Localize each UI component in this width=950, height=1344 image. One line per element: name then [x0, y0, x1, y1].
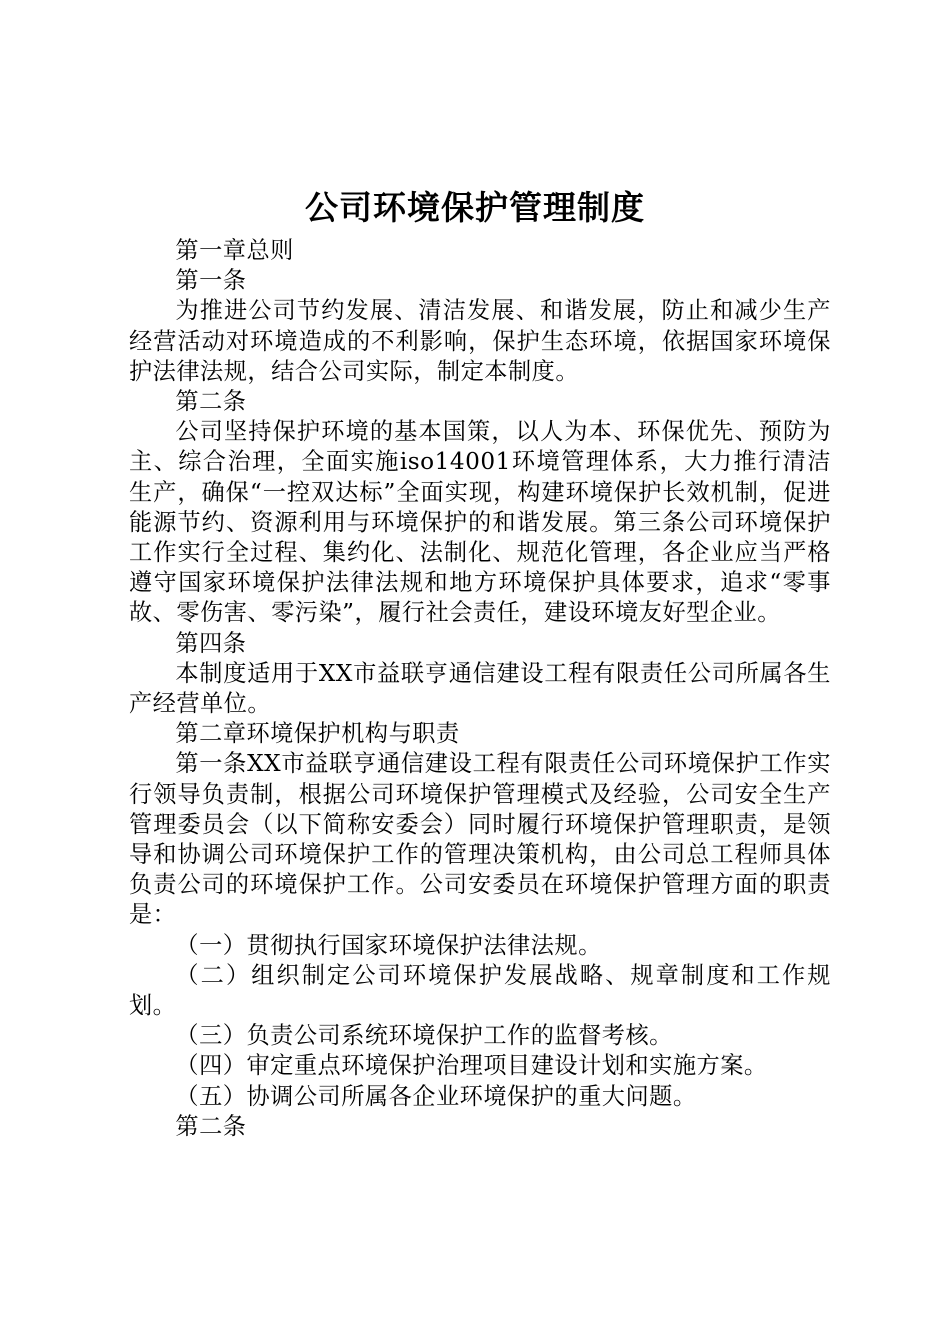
list-item: （五）协调公司所属各企业环境保护的重大问题。 — [175, 1082, 697, 1110]
paragraph: 为推进公司节约发展、清洁发展、和谐发展，防止和减少生产经营活动对环境造成的不利影响，保护生态环境，依据国家环境保护法律法规，结合公司实际，制定本制度。 — [129, 297, 831, 385]
article-heading: 第一条 — [175, 267, 247, 295]
chapter-heading: 第一章总则 — [175, 237, 294, 264]
article-heading: 第二条 — [175, 1112, 247, 1140]
article-heading: 第二条 — [175, 388, 247, 416]
list-item: （四）审定重点环境保护治理项目建设计划和实施方案。 — [175, 1052, 768, 1080]
paragraph: 第一条XX市益联亨通信建设工程有限责任公司环境保护工作实行领导负责制，根据公司环境保护管理模式及经验，公司安全生产管理委员会（以下简称安委会）同时履行环境保护管理职责，是领导和协调公司环境保护工作的管理决策机构，由公司总工程师具体负责公司的环境保护工作。公司安委员在环境保护管理方面的职责是： — [129, 750, 831, 929]
document-title: 公司环境保护管理制度 — [305, 188, 645, 227]
document-body — [129, 236, 831, 1142]
article-heading: 第四条 — [175, 629, 247, 657]
paragraph: 公司坚持保护环境的基本国策，以人为本、环保优先、预防为主、综合治理，全面实施iso14001环境管理体系，大力推行清洁生产，确保“一控双达标”全面实现，构建环境保护长效机制，促进能源节约、资源利用与环境保护的和谐发展。第三条公司环境保护工作实行全过程、集约化、法制化、规范化管理，各企业应当严格遵守国家环境保护法律法规和地方环境保护具体要求，追求“零事故、零伤害、零污染”，履行社会责任，建设环境友好型企业。 — [129, 418, 831, 627]
list-item: （一）贯彻执行国家环境保护法律法规。 — [175, 931, 602, 959]
list-item: （三）负责公司系统环境保护工作的监督考核。 — [175, 1022, 673, 1050]
paragraph: 本制度适用于XX市益联亨通信建设工程有限责任公司所属各生产经营单位。 — [129, 659, 831, 718]
list-item: （二）组织制定公司环境保护发展战略、规章制度和工作规划。 — [129, 961, 831, 1020]
chapter-heading: 第二章环境保护机构与职责 — [175, 720, 460, 748]
